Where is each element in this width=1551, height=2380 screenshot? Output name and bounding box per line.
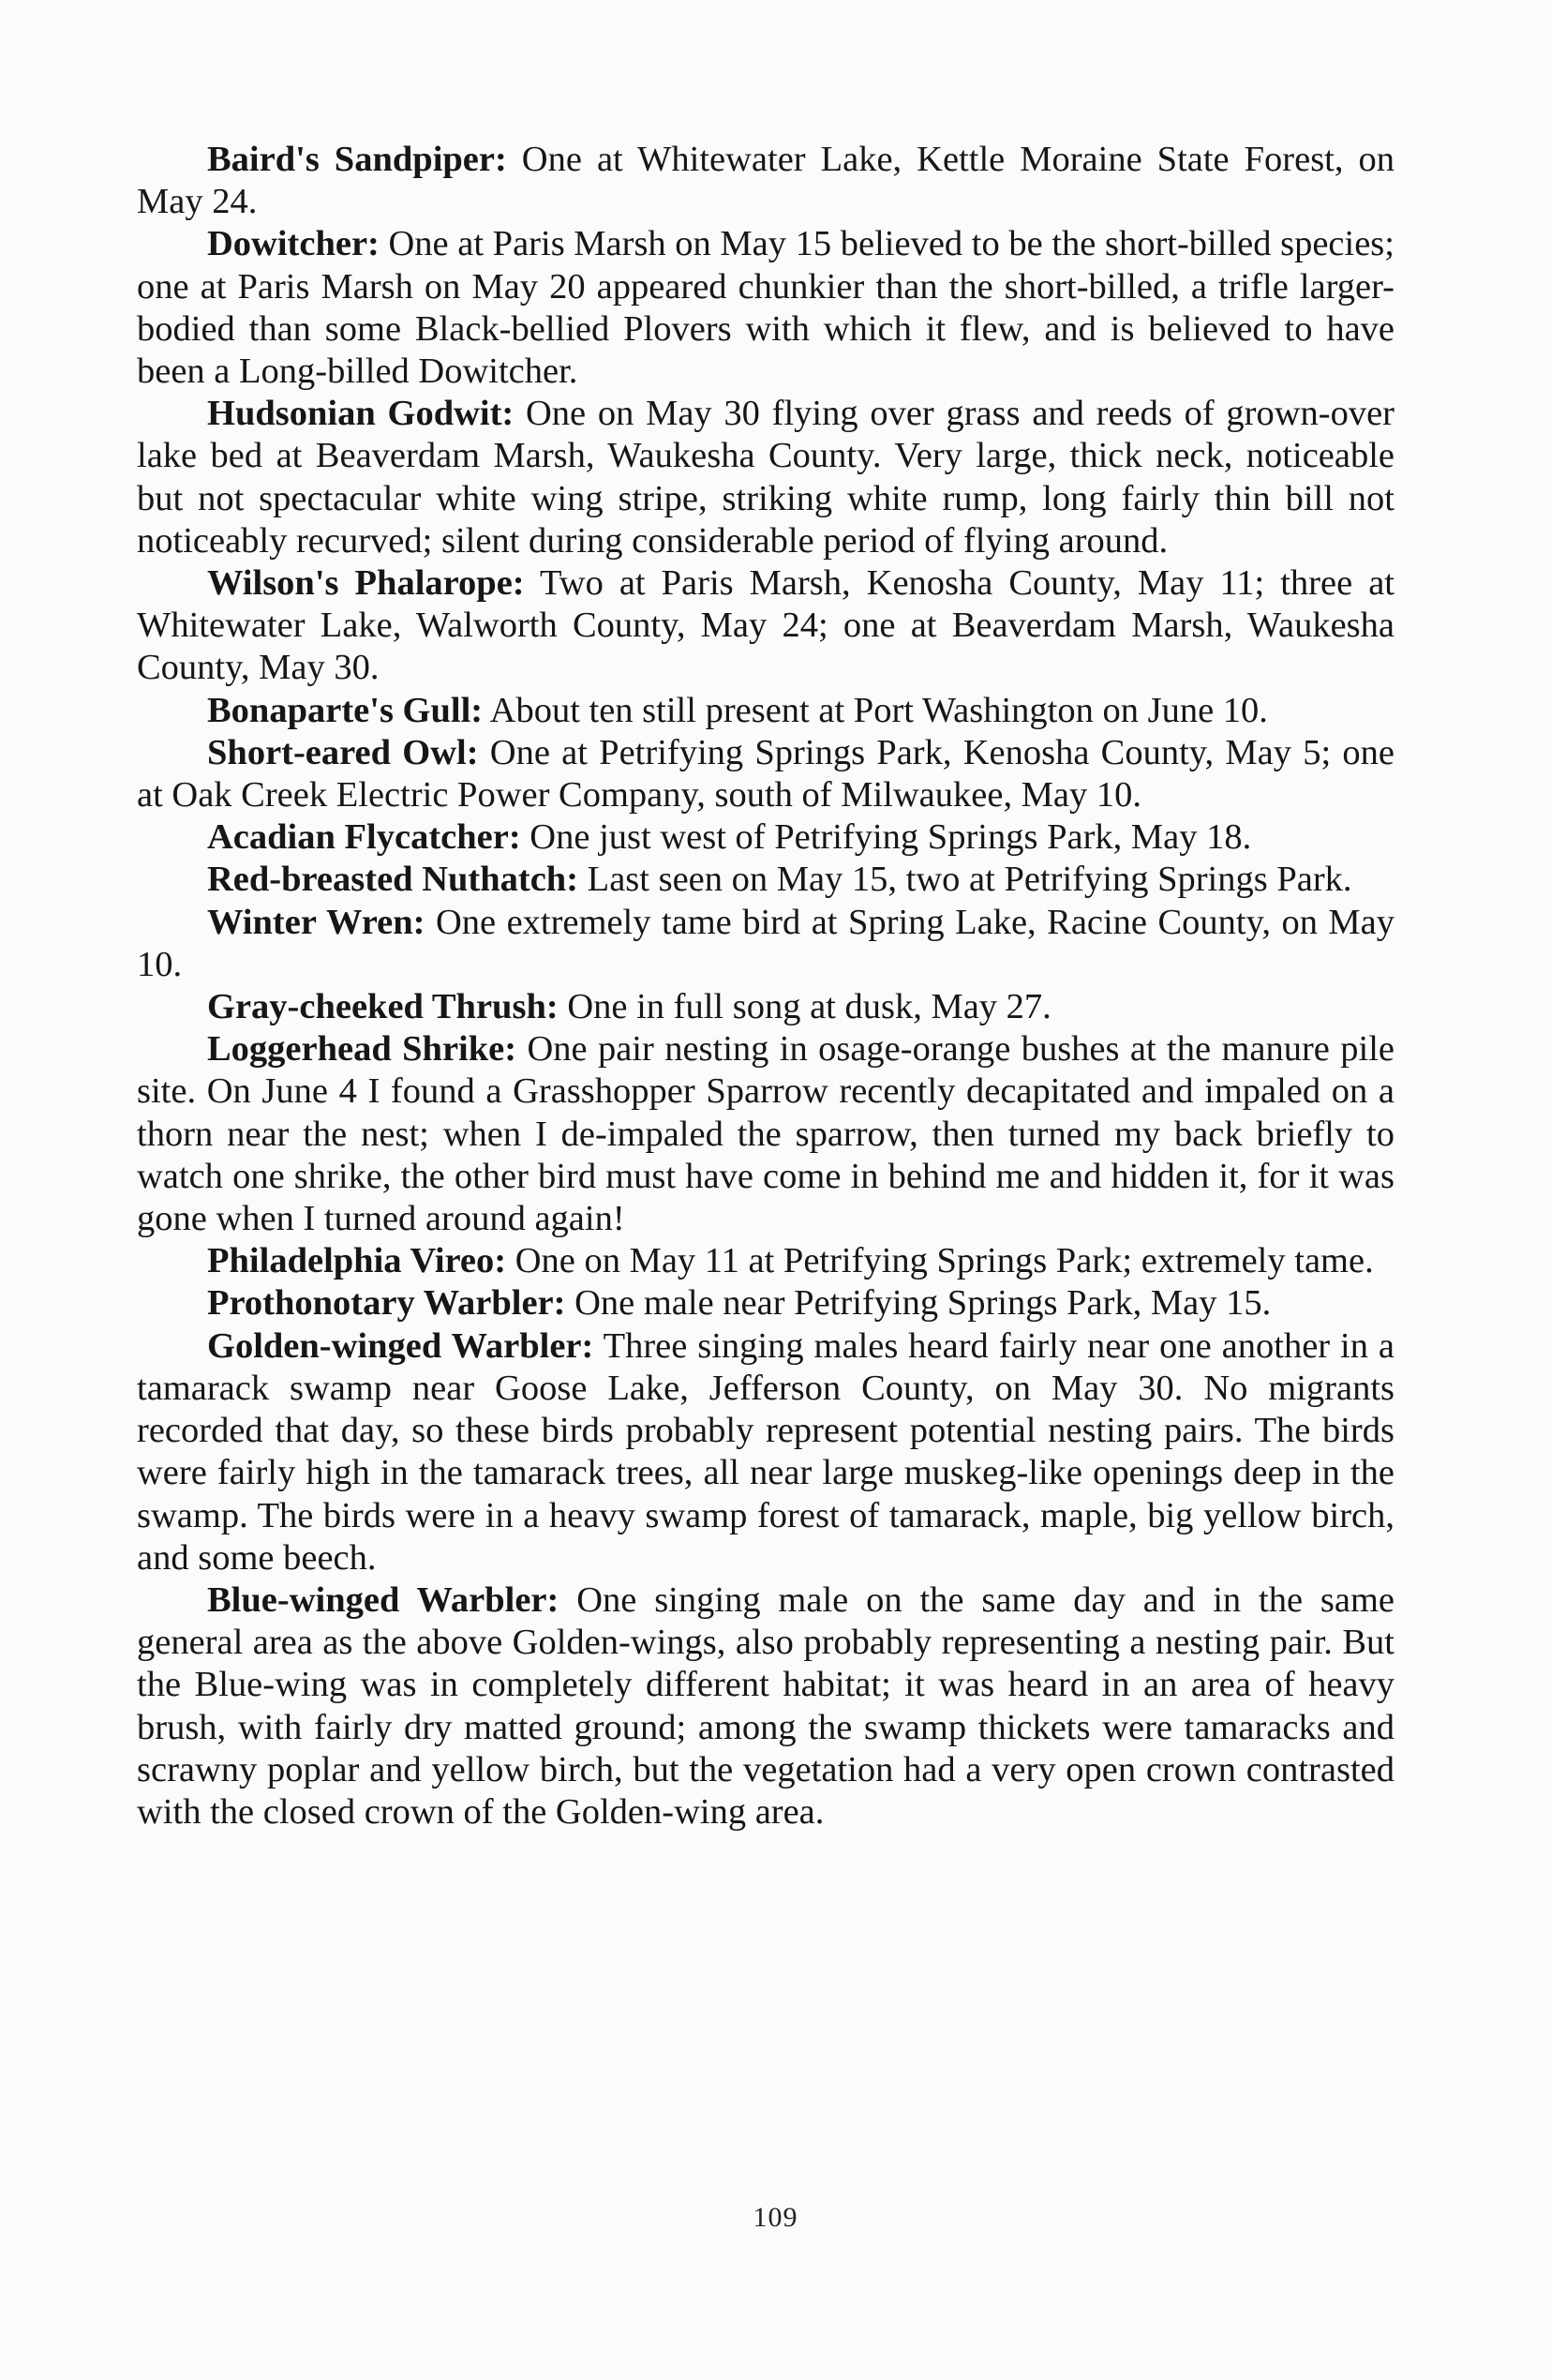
entry-short-eared-owl [137, 732, 1394, 816]
entry-prothonotary-warbler [137, 1282, 1394, 1325]
species-name: Loggerhead Shrike: [207, 1029, 517, 1070]
species-name: Dowitcher: [207, 224, 380, 264]
entry-philadelphia-vireo [137, 1240, 1394, 1282]
entry-text: One in full song at dusk, May 27. [558, 987, 1051, 1027]
entry-text: Three singing males heard fairly near one another in a tamarack swamp near Goose Lake, Jefferson County, on May 30. No migrants recorded that day, so these birds probably represent potential nesting pairs. The birds were fairly high in the tamarack trees, all near large muskeg-like openings deep in the swamp. The birds were in a heavy swamp forest of tamarack, maple, big yellow birch, and some beech. [137, 1325, 1394, 1578]
species-name: Red-breasted Nuthatch: [207, 860, 579, 900]
entry-text: One at Petrifying Springs Park, Kenosha County, May 5; one at Oak Creek Electric Power Company, south of Milwaukee, May 10. [137, 732, 1394, 816]
species-name: Blue-winged Warbler: [207, 1579, 559, 1620]
species-name: Golden-winged Warbler: [207, 1325, 594, 1366]
species-name: Winter Wren: [207, 902, 425, 942]
page-number: 109 [753, 2202, 798, 2233]
species-name: Wilson's Phalarope: [207, 563, 525, 604]
entry-text: One pair nesting in osage-orange bushes at the manure pile site. On June 4 I found a Grasshopper Sparrow recently decapitated and impaled on a thorn near the nest; when I de-impaled the sparrow, then turned my back briefly to watch one shrike, the other bird must have come in behind me and hidden it, for it was gone when I turned around again! [137, 1029, 1394, 1239]
entry-text: One singing male on the same day and in the same general area as the above Golden-wings, also probably representing a nesting pair. But the Blue-wing was in completely different habitat; it was heard in an area of heavy brush, with fairly dry matted ground; among the swamp thickets were tamaracks and scrawny poplar and yellow birch, but the vegetation had a very open crown contrasted with the closed crown of the Golden-wing area. [137, 1579, 1394, 1832]
entry-text: About ten still present at Port Washington on June 10. [483, 690, 1268, 730]
species-name: Prothonotary Warbler: [207, 1283, 566, 1324]
species-name: Baird's Sandpiper: [207, 140, 507, 179]
entry-golden-winged-warbler [137, 1325, 1394, 1579]
entry-text: One just west of Petrifying Springs Park, May 18. [520, 817, 1252, 858]
entry-winter-wren [137, 902, 1394, 986]
species-name: Short-eared Owl: [207, 732, 479, 772]
entry-text: One male near Petrifying Springs Park, May 15. [565, 1283, 1272, 1324]
entry-hudsonian-godwit [137, 393, 1394, 562]
entry-text: One on May 11 at Petrifying Springs Park; extremely tame. [506, 1241, 1374, 1281]
entry-bairds-sandpiper [137, 139, 1394, 223]
entry-text: One extremely tame bird at Spring Lake, Racine County, on May 10. [137, 902, 1394, 984]
species-name: Bonaparte's Gull: [207, 690, 484, 730]
entry-wilsons-phalarope [137, 562, 1394, 690]
entry-text: One at Paris Marsh on May 15 believed to be the short-billed species; one at Paris Marsh on May 20 appeared chunkier than the short-billed, a trifle larger-bodied than some Black-bellied Plovers with which it flew, and is believed to have been a Long-billed Dowitcher. [137, 224, 1394, 392]
entry-text: One on May 30 flying over grass and reeds of grown-over lake bed at Beaverdam Marsh, Waukesha County. Very large, thick neck, noticeable but not spectacular white wing stripe, striking white rump, long fairly thin bill not noticeably recurved; silent during considerable period of flying around. [137, 394, 1395, 561]
entry-gray-cheeked-thrush [137, 986, 1394, 1028]
entry-loggerhead-shrike [137, 1028, 1394, 1240]
species-name: Acadian Flycatcher: [207, 817, 521, 858]
entry-bonapartes-gull [137, 690, 1394, 732]
species-name: Hudsonian Godwit: [207, 394, 515, 434]
entry-acadian-flycatcher [137, 816, 1394, 859]
entry-blue-winged-warbler [137, 1579, 1394, 1834]
entry-dowitcher [137, 223, 1394, 393]
entry-red-breasted-nuthatch [137, 859, 1394, 901]
entry-text: One at Whitewater Lake, Kettle Moraine State Forest, on May 24. [137, 140, 1395, 222]
species-name: Gray-cheeked Thrush: [207, 987, 559, 1027]
entry-text: Two at Paris Marsh, Kenosha County, May 11; three at Whitewater Lake, Walworth County, May 24; one at Beaverdam Marsh, Waukesha County, May 30. [137, 563, 1394, 688]
body-text [137, 139, 1394, 1834]
species-name: Philadelphia Vireo: [207, 1241, 507, 1281]
entry-text: Last seen on May 15, two at Petrifying Springs Park. [578, 860, 1352, 900]
